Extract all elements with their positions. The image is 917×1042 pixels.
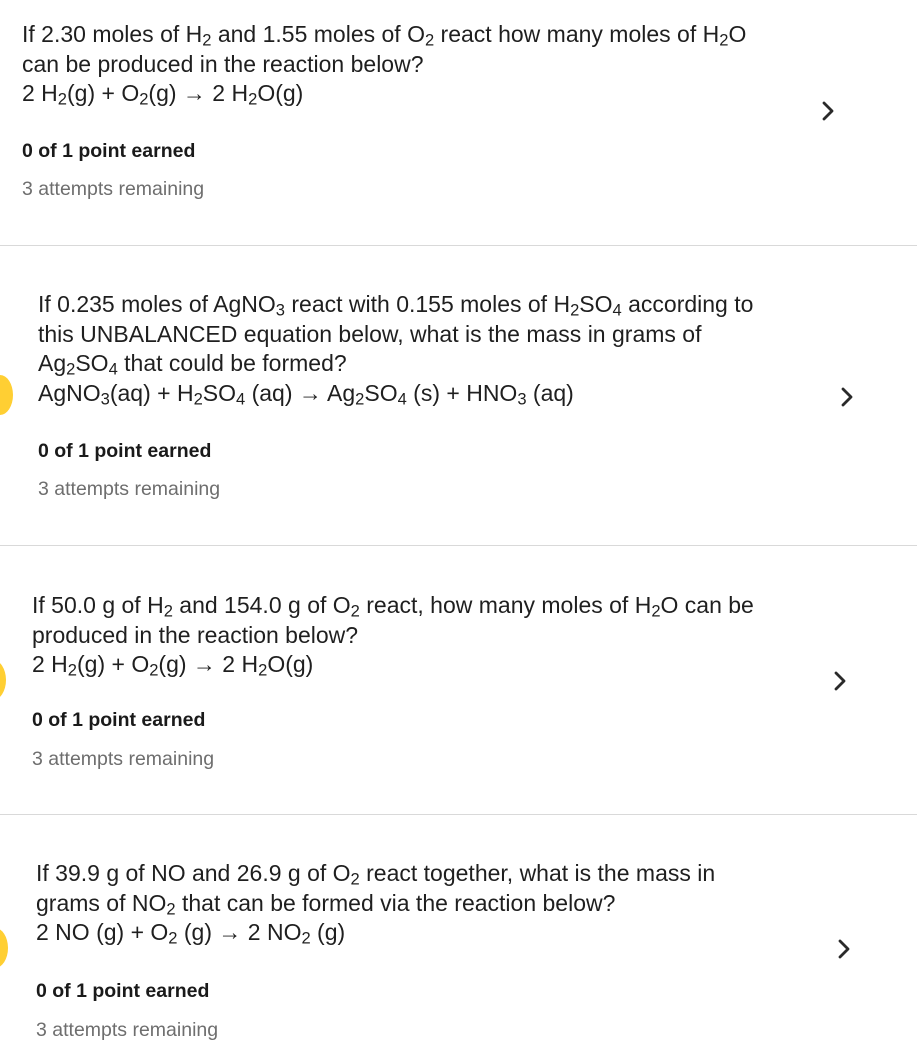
question-card-3[interactable]	[0, 546, 917, 814]
chevron-right-icon[interactable]	[817, 100, 839, 122]
question-text-line: If 50.0 g of $H_2$ and 154.0 g of $O_2$ react, how many moles of $H_2O$ can be	[32, 592, 754, 621]
attempts-remaining: 3 attempts remaining	[38, 478, 221, 500]
question-text-line: produced in the reaction below?	[32, 621, 359, 648]
question-text-line: grams of $NO_2$ that can be formed via the reaction below?	[36, 889, 616, 919]
question-text-line: If 2.30 moles of $H_2$ and 1.55 moles of $O_2$ react how many moles of $H_2O$	[22, 21, 747, 50]
points-earned: 0 of 1 point earned	[32, 709, 206, 731]
question-equation: 2 $H_2(g) + O_2(g) \to 2$ $H_2O(g)$	[22, 80, 304, 109]
question-card-1[interactable]	[0, 0, 917, 245]
question-text-line: this UNBALANCED equation below, what is the mass in grams of	[38, 320, 702, 347]
question-equation: 2 $H_2(g) + O_2(g) \to 2$ $H_2O(g)$	[32, 651, 314, 680]
question-card-4[interactable]	[0, 815, 917, 1041]
attempts-remaining: 3 attempts remaining	[36, 1019, 219, 1041]
points-earned: 0 of 1 point earned	[36, 980, 210, 1002]
question-card-2[interactable]	[0, 246, 917, 545]
question-equation: 2 NO $(g) + O_2$ (g) → 2 $NO_2$ (g)	[36, 919, 346, 948]
chevron-right-icon[interactable]	[836, 386, 858, 408]
question-text-line: If 0.235 moles of AgNO$_3$ react with 0.155 moles of $H_2SO_4$ according to	[38, 291, 754, 320]
question-text-line: $Ag_2SO_4$ that could be formed?	[38, 350, 347, 379]
chevron-right-icon[interactable]	[833, 938, 855, 960]
points-earned: 0 of 1 point earned	[38, 440, 212, 462]
points-earned: 0 of 1 point earned	[22, 140, 196, 162]
question-equation: AgNO$_3$(aq) + $H_2SO_4$ $(aq) \to Ag_2SO_4$ $(s) + HNO_3$ (aq)	[38, 379, 574, 409]
question-text-line: can be produced in the reaction below?	[22, 50, 424, 77]
attempts-remaining: 3 attempts remaining	[32, 748, 215, 770]
attempts-remaining: 3 attempts remaining	[22, 178, 205, 200]
question-text-line: If 39.9 g of NO and 26.9 g of $O_2$ react together, what is the mass in	[36, 860, 716, 889]
chevron-right-icon[interactable]	[829, 670, 851, 692]
